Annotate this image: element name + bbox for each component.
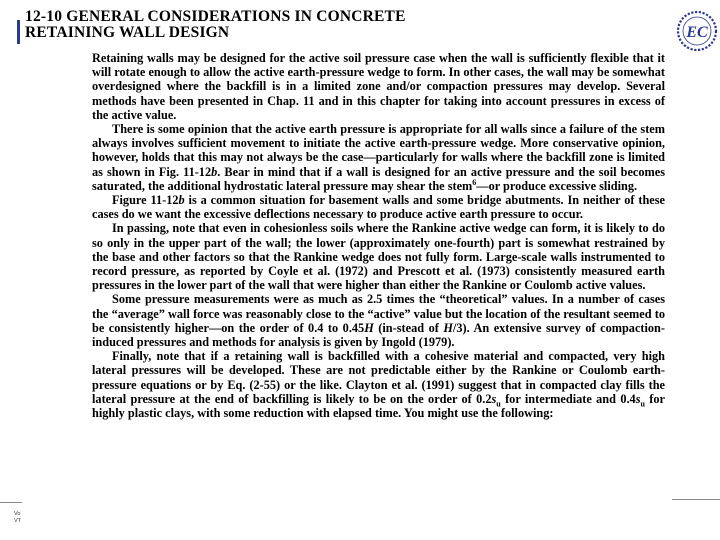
section-title-line-2: RETAINING WALL DESIGN <box>25 24 230 41</box>
footer-line-1: Vo <box>14 511 21 517</box>
paragraph-2-part: . Bear in mind that if a wall is designed for an active pressure and the soil becomes saturated, the additional hydrostatic lateral pressure may shear the stem <box>92 164 665 193</box>
paragraph-1: Retaining walls may be designed for the active soil pressure case when the wall is sufficiently flexible that it will rotate enough to allow the active earth-pressure wedge to form. In other cases, the wall may be somewhat overdesigned where the backfill is in a limited zone and/or compaction pressures may develop. Several methods have been presented in Chap. 11 and in this chapter for taking into account pressures in excess of the active value. <box>92 51 665 122</box>
paragraph-3-part: Figure 11-12 <box>112 193 179 208</box>
title-accent-bar <box>17 20 20 44</box>
footer-note <box>14 511 21 524</box>
paragraph-6-part: for intermediate and 0.4 <box>500 391 636 406</box>
paragraph-6-part: Finally, note that if a retaining wall is backfilled with a cohesive material and compacted, very high lateral pressures will be developed. These are not predictable either by the Rankine or Coulomb earth-pressure equations or by Eq. (2-55) or the like. Clayton et al. (1991) suggest that in compacted clay fills the lateral pressure at the end of backfilling is likely to be on the order of 0.2 <box>92 349 665 406</box>
section-title <box>25 9 406 41</box>
paragraph-3-italic: b <box>178 193 185 208</box>
paragraph-3 <box>92 193 665 221</box>
paragraph-6-italic: s <box>635 391 641 406</box>
paragraph-2 <box>92 122 665 193</box>
paragraph-6-part: for highly plastic clays, with some reduction with elapsed time. You might use the following: <box>92 391 665 421</box>
logo-letters: EC <box>686 24 708 41</box>
paragraph-2-part: —or produce excessive sliding. <box>476 178 638 193</box>
paragraph-6-subscript: u <box>640 399 645 409</box>
paragraph-6 <box>92 349 665 420</box>
footer-line-2: VT <box>14 517 22 524</box>
paragraph-3-part: is a common situation for basement walls and some bridge abutments. In neither of these cases do we want the excessive deflections necessary to produce active earth pressure to occur. <box>92 193 666 222</box>
paragraph-2-part: There is some opinion that the active earth pressure is appropriate for all walls since a failure of the stem always involves sufficient movement to initiate the active earth-pressure wedge. More conservative opinion, however, holds that this may not always be the case—particularly for walls where the backfill zone is limited as shown in Fig. 11-12 <box>92 122 665 179</box>
paragraph-5-part: /3). An extensive survey of compaction-induced pressures and methods for analysis is given by Ingold (1979). <box>92 320 665 350</box>
paragraph-5-italic: H <box>364 320 374 335</box>
paragraph-2-italic: b <box>211 164 218 179</box>
paragraph-6-subscript: u <box>496 399 501 409</box>
section-title-line-1: 12-10 GENERAL CONSIDERATIONS IN CONCRETE <box>25 8 406 25</box>
paragraph-5-part: (in-stead of <box>373 320 444 335</box>
footnote-marker: 6 <box>472 177 477 187</box>
paragraph-5-part: Some pressure measurements were as much as 2.5 times the “theoretical” values. In a number of cases the “average” wall force was reasonably close to the “active” value but the location of the resultant seemed to be consistently higher—on the order of 0.4 to 0.45 <box>92 292 665 335</box>
paragraph-5 <box>92 292 665 349</box>
ec-seal-logo-icon <box>674 8 720 54</box>
paragraph-4: In passing, note that even in cohesionless soils where the Rankine active wedge can form, it is likely to do so only in the upper part of the wall; the lower (approximately one-fourth) part is somewhat restrained by the base and other factors so that the Rankine wedge does not fully form. Large-scale walls instrumented to record pressure, as reported by Coyle et al. (1972) and Prescott et al. (1973) consistently measured earth pressures in the lower part of the wall that were higher than either the Rankine or Coulomb active values. <box>92 221 665 293</box>
body-text <box>92 51 665 420</box>
paragraph-5-italic: H <box>443 320 453 335</box>
paragraph-6-italic: s <box>491 391 497 406</box>
footer-rule-right <box>672 499 720 500</box>
footer-rule-left <box>0 502 22 503</box>
